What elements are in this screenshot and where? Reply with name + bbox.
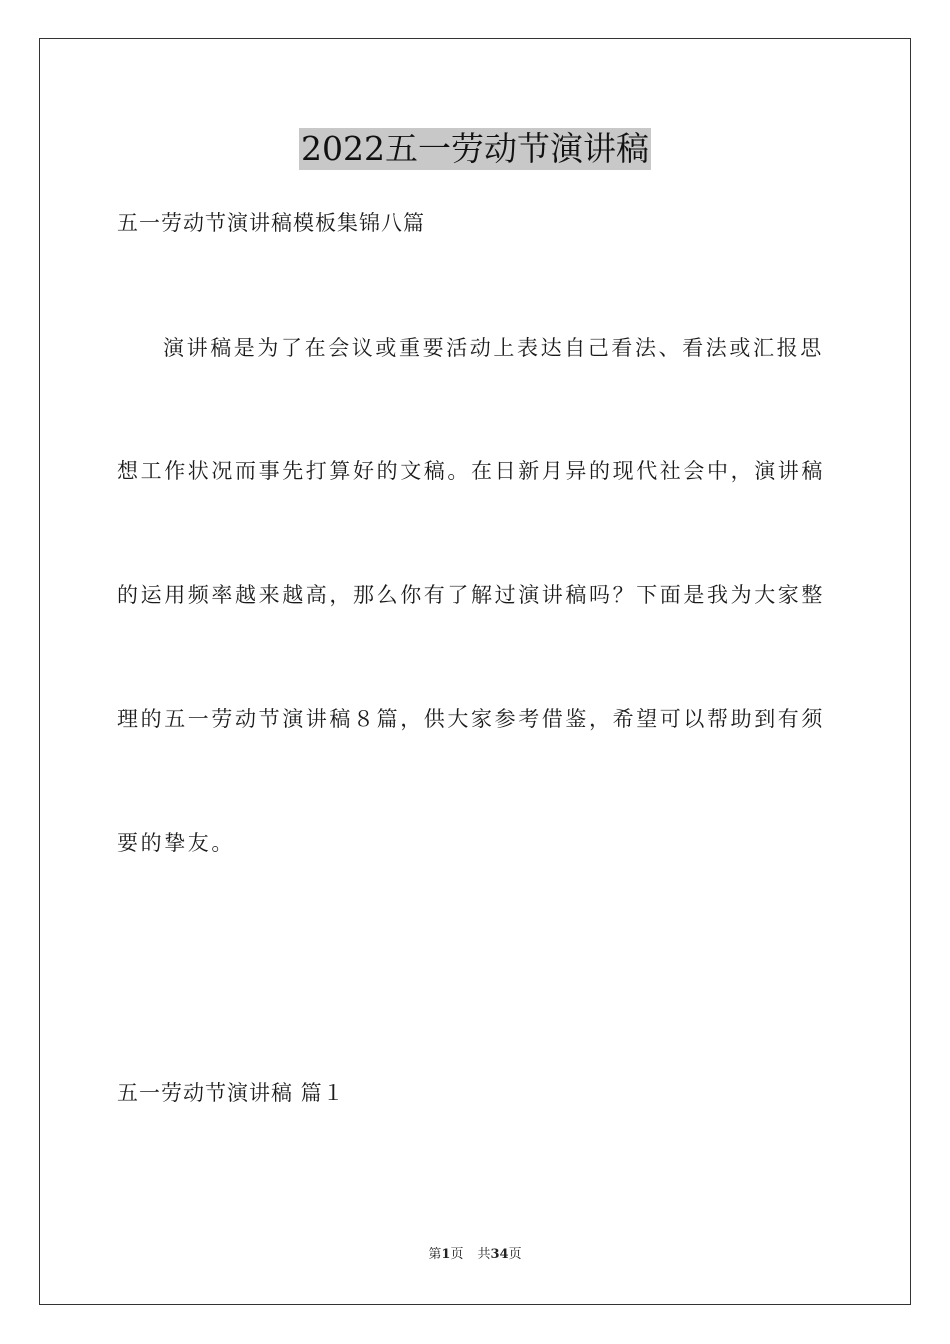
section-heading: 五一劳动节演讲稿 篇１ [117, 1081, 345, 1105]
page-suffix: 页 [450, 1247, 464, 1262]
page-footer [0, 1246, 950, 1264]
intro-paragraph-line-3: 的运用频率越来越高，那么你有了解过演讲稿吗？下面是我为大家整 [117, 583, 825, 607]
total-suffix: 页 [508, 1247, 522, 1262]
title-container [0, 128, 950, 170]
intro-paragraph-line-1: 演讲稿是为了在会议或重要活动上表达自己看法、看法或汇报思 [163, 336, 824, 360]
total-prefix: 共 [477, 1247, 491, 1262]
document-title: 2022五一劳动节演讲稿 [301, 129, 649, 168]
intro-paragraph-line-2: 想工作状况而事先打算好的文稿。在日新月异的现代社会中，演讲稿 [117, 459, 825, 483]
document-subtitle: 五一劳动节演讲稿模板集锦八篇 [117, 211, 425, 235]
intro-paragraph-line-4: 理的五一劳动节演讲稿８篇，供大家参考借鉴，希望可以帮助到有须 [117, 707, 825, 731]
page-number: 1 [441, 1247, 451, 1262]
total-pages: 34 [490, 1247, 509, 1262]
page-prefix: 第 [428, 1247, 442, 1262]
intro-paragraph-line-5: 要的挚友。 [117, 831, 235, 855]
